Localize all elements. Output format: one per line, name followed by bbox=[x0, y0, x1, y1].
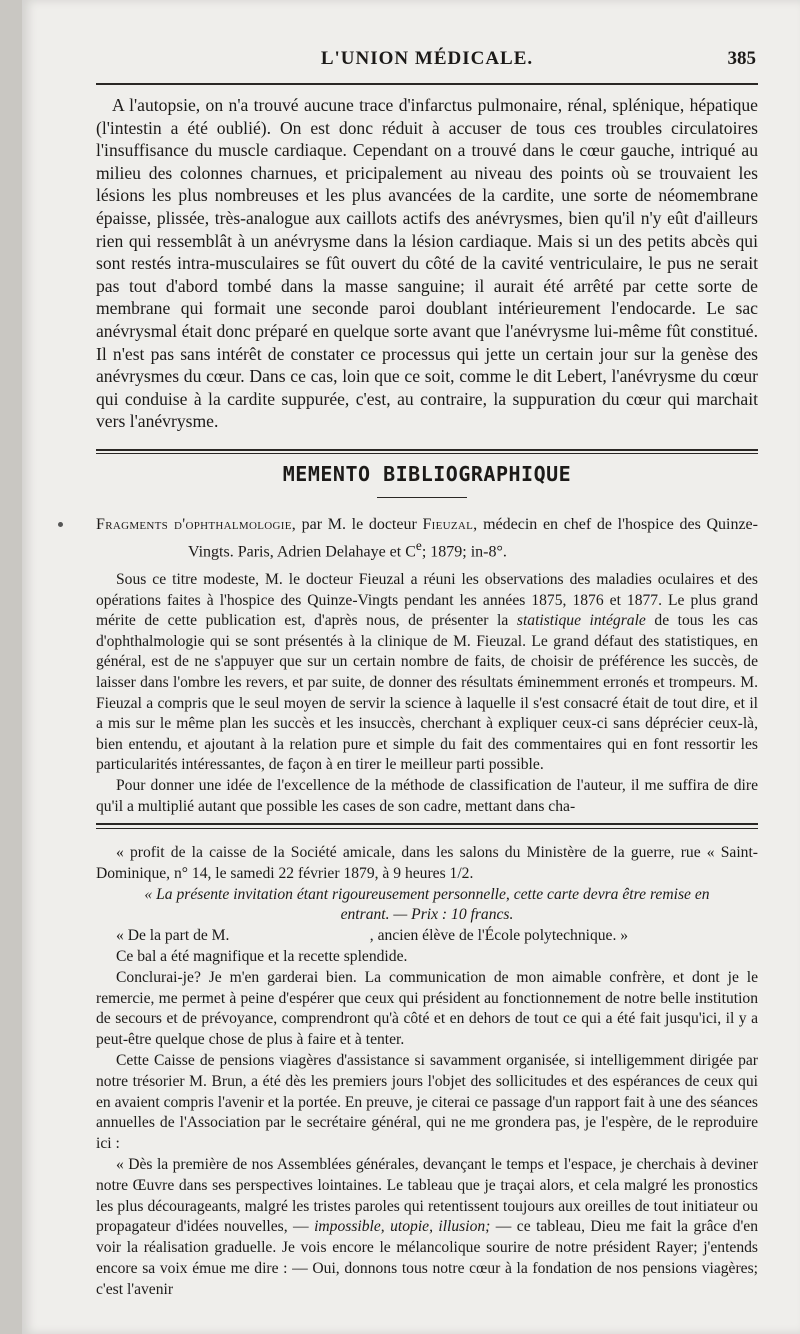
feuilleton-text-b: — ce tableau, Dieu me fait la grâce d'en voir la réalisation graduelle. Je vois encore le mélancolique sourire de notre président Rayer; j'entends encore sa voix émue me dire : — Oui, donnons tous notre cœur à la fondation de nos pensions viagères; c'est l'avenir bbox=[96, 1218, 758, 1298]
review-paragraph-1 bbox=[96, 570, 758, 776]
page-header bbox=[96, 46, 758, 76]
section-rule-top bbox=[96, 449, 758, 451]
invitation-note: « La présente invitation étant rigoureusement personnelle, cette carte devra être remise en entrant. — Prix : 10 francs. bbox=[144, 885, 710, 924]
bibliographic-entry bbox=[96, 514, 758, 562]
feuilleton-block bbox=[96, 843, 758, 1301]
heading-underline bbox=[377, 497, 467, 498]
autopsy-paragraph-block bbox=[96, 94, 758, 433]
page-number: 385 bbox=[727, 48, 756, 69]
binding-gutter bbox=[0, 0, 22, 1334]
section-rule-top-thin bbox=[96, 453, 758, 454]
review-emphasis: statistique intégrale bbox=[516, 612, 646, 630]
review-text-a: Sous ce titre modeste, M. le docteur Fieuzal a réuni les observations des maladies oculaires et des opérations faites à l'hospice des Quinze-Vingts pendant les années 1875, 1876 et 1877. Le plus grand mérite de cette publication est, d'après nous, de présenter la bbox=[96, 571, 758, 630]
section-heading: MEMENTO BIBLIOGRAPHIQUE bbox=[282, 462, 572, 486]
margin-mark bbox=[58, 522, 63, 527]
entry-citation bbox=[96, 514, 758, 562]
feuilleton-paragraph-4: Conclurai-je? Je m'en garderai bien. La communication de mon aimable confrère, et dont je le remercie, me permet à peine d'espérer que ceux qui président au fonctionnement de notre belle institution de secours et de prévoyance, comprendront qu'à côté et en dehors de tout ce qui a été fait jusqu'ici, il y a peut-être quelque chose de plus à faire et à tenter. bbox=[96, 968, 758, 1049]
entry-publication: médecin en chef de l'hospice des Quinze-Vingts. Paris, Adrien Delahaye et C bbox=[188, 516, 758, 561]
header-rule bbox=[96, 83, 758, 85]
feuilleton-text-a: « Dès la première de nos Assemblées générales, devançant le temps et l'espace, je cherchais à deviner notre Œuvre dans ses perspectives lointaines. Le tableau que je traçai alors, et cela malgré les pronostics les plus décourageants, malgré les tristes paroles qui retentissent toujours aux oreilles de tout initiateur ou propagateur d'idées nouvelles, — bbox=[96, 1155, 758, 1236]
feuilleton-paragraph-1: « profit de la caisse de la Société amicale, dans les salons du Ministère de la guerre, rue « Saint-Dominique, n° 14, le samedi 22 février 1879, à 9 heures 1/2. bbox=[96, 844, 758, 882]
feuilleton-paragraph-5: Cette Caisse de pensions viagères d'assistance si savamment organisée, si intelligemment dirigée par notre trésorier M. Brun, a été dès les premiers jours l'objet des sollicitudes et des espérances de ceux qui en avaient compris l'avenir et la portée. En preuve, je citerai ce passage d'un rapport fait à une des séances annuelles de l'Association par le secrétaire général, qui ne me grondera pas, je l'espère, de le reproduire ici : bbox=[96, 1051, 758, 1153]
feuilleton-rule bbox=[96, 823, 758, 825]
review-block bbox=[96, 570, 758, 817]
feuilleton-rule-thin bbox=[96, 828, 758, 829]
running-title: L'UNION MÉDICALE. bbox=[320, 48, 534, 69]
autopsy-paragraph: A l'autopsie, on n'a trouvé aucune trace d'infarctus pulmonaire, rénal, splénique, hépatique (l'intestin a été oublié). On est donc réduit à accuser de tous ces troubles circulatoires l'insuffisance du muscle cardiaque. Cependant on a trouvé dans le cœur gauche, intriqué au milieu des colonnes charnues, et pricipalement au niveau des points où se trouvaient les lésions les plus nombreuses et les plus avancées de la cardite, une sorte de néomembrane épaisse, plissée, très-analogue aux caillots actifs des anévrysmes, bien qu'il n'y eût d'ailleurs rien qui ressemblât à un anévrysme dans la lésion cardiaque. Mais si un des petits abcès qui sont restés intra-musculaires se fût ouvert du côté de la cavité ventriculaire, le pus ne serait pas tout d'abord tombé dans la masse sanguine; il aurait été arrêté par cette sorte de membrane qui formait une seconde paroi doublant intérieurement l'endocarde. Le sac anévrysmal était donc préparé en quelque sorte avant que l'anévrysme lui-même fût constitué. Il n'est pas sans intérêt de constater ce processus qui jette un certain jour sur la genèse des anévrysmes du cœur. Dans ce cas, loin que ce soit, comme le dit Lebert, l'anévrysme du cœur qui conduise à la cardite suppurée, c'est, au contraire, la suppuration du cœur qui marchait vers l'anévrysme. bbox=[96, 95, 758, 432]
feuilleton-paragraph-3: Ce bal a été magnifique et la recette splendide. bbox=[116, 947, 408, 965]
entry-title: Fragments d'ophthalmologie, bbox=[96, 516, 297, 533]
review-text-b: de tous les cas d'ophthalmologie qui se sont présentés à la clinique de M. Fieuzal. Le grand défaut des statistiques, en général, est de ne s'appuyer que sur un certain nombre de faits, de choisir de préférence les succès, de laisser dans l'ombre les revers, et par suite, de donner des résultats éminemment erronés et trompeurs. M. Fieuzal a compris que le seul moyen de servir la science à laquelle il s'est consacré était de tout dire, et il a mis sur le même plan les succès et les insuccès, cherchant à expliquer ceux-ci sans déprécier ceux-là, bien entendu, et ajoutant à la relation pure et simple du fait des commentaires qui en font ressortir les particularités intéressantes, de façon à en tirer le meilleur parti possible. bbox=[96, 612, 759, 774]
review-paragraph-2: Pour donner une idée de l'excellence de la méthode de classification de l'auteur, il me suffira de dire qu'il a multiplié autant que possible les cases de son cadre, mettant dans cha- bbox=[96, 776, 758, 815]
feuilleton-emphasis: impossible, utopie, illusion; bbox=[314, 1218, 491, 1236]
feuilleton-paragraph-2: « De la part de M. , ancien élève de l'École polytechnique. » bbox=[116, 927, 629, 945]
entry-superscript: e bbox=[415, 538, 422, 553]
entry-author: Fieuzal, bbox=[422, 516, 478, 533]
entry-date: ; 1879; in-8°. bbox=[421, 543, 507, 561]
feuilleton-paragraph-6 bbox=[96, 1155, 758, 1301]
entry-par: par M. le docteur bbox=[296, 516, 423, 533]
